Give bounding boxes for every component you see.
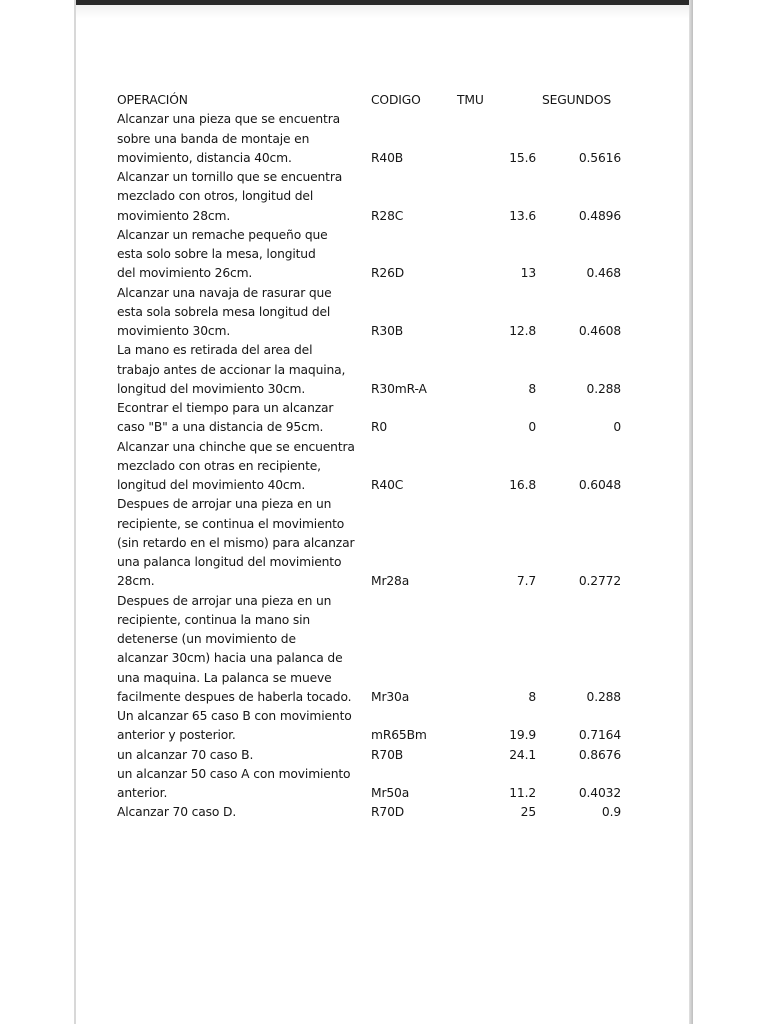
operation-code: R40B — [371, 150, 404, 165]
operation-code: R0 — [371, 420, 388, 435]
operation-line: movimiento 30cm. — [117, 324, 231, 338]
operation-line: Despues de arrojar una pieza en un — [117, 497, 332, 512]
header-tmu: TMU — [457, 93, 484, 107]
operation-line: trabajo antes de accionar la maquina, — [117, 362, 346, 377]
operation-line: mezclado con otros, longitud del — [117, 189, 314, 204]
operation-line: un alcanzar 70 caso B. — [117, 747, 254, 762]
tmu-value: 11.2 — [509, 786, 536, 800]
seconds-value: 0.468 — [586, 266, 621, 281]
table-row — [117, 438, 637, 496]
table-row — [117, 495, 637, 591]
header-code: CODIGO — [371, 93, 421, 107]
operation-code: R28C — [371, 208, 404, 223]
table-row — [117, 746, 637, 765]
seconds-value: 0.7164 — [578, 728, 621, 743]
operation-line: mezclado con otras en recipiente, — [117, 458, 321, 473]
seconds-value: 0.288 — [586, 689, 621, 704]
operation-line: Despues de arrojar una pieza en un — [117, 593, 332, 608]
table-row — [117, 341, 637, 399]
operation-line: esta sola sobrela mesa longitud del — [117, 304, 331, 319]
operation-description — [117, 284, 367, 342]
operation-line: La mano es retirada del area del — [117, 343, 313, 358]
table-row — [117, 168, 637, 226]
operation-line: anterior. — [117, 786, 168, 800]
operation-code: mR65Bm — [371, 728, 427, 743]
tmu-value: 15.6 — [509, 150, 536, 165]
table-row — [117, 110, 637, 168]
operation-code: R40C — [371, 478, 404, 492]
tmu-value: 0 — [528, 420, 536, 435]
seconds-value: 0.288 — [586, 381, 621, 396]
operation-line: Un alcanzar 65 caso B con movimiento — [117, 709, 352, 723]
tmu-value: 13 — [520, 266, 536, 281]
top-shadow — [75, 5, 693, 19]
operation-line: movimiento 28cm. — [117, 208, 231, 223]
operation-description — [117, 110, 367, 168]
operation-code: R70D — [371, 805, 405, 820]
table-header — [117, 91, 637, 110]
operation-line: una maquina. La palanca se mueve — [117, 670, 332, 685]
seconds-value: 0.6048 — [578, 478, 621, 492]
operation-line: Alcanzar un remache pequeño que — [117, 227, 328, 242]
seconds-value: 0 — [613, 420, 621, 435]
tmu-value: 13.6 — [509, 208, 536, 223]
operation-description — [117, 746, 367, 765]
seconds-value: 0.9 — [601, 805, 621, 820]
page-left-edge — [74, 0, 76, 1024]
operation-code: R26D — [371, 266, 405, 281]
operation-line: alcanzar 30cm) hacia una palanca de — [117, 651, 343, 666]
operation-code: R30mR-A — [371, 381, 427, 396]
operation-line: (sin retardo en el mismo) para alcanzar — [117, 535, 355, 550]
table-body — [117, 110, 637, 822]
operation-line: longitud del movimiento 30cm. — [117, 381, 306, 396]
header-seconds: SEGUNDOS — [542, 93, 612, 107]
operation-description — [117, 707, 367, 746]
operation-description — [117, 226, 367, 284]
table-row — [117, 707, 637, 746]
operation-description — [117, 495, 367, 591]
table-row — [117, 592, 637, 708]
tmu-value: 24.1 — [509, 747, 536, 762]
operation-line: Alcanzar una navaja de rasurar que — [117, 285, 332, 300]
operation-description — [117, 438, 367, 496]
operation-code: R30B — [371, 324, 404, 338]
operation-line: 28cm. — [117, 574, 155, 589]
tmu-value: 8 — [528, 381, 536, 396]
operation-line: esta solo sobre la mesa, longitud — [117, 247, 316, 261]
operation-description — [117, 592, 367, 708]
operation-description — [117, 803, 367, 822]
operation-line: movimiento, distancia 40cm. — [117, 150, 292, 165]
operation-line: recipiente, continua la mano sin — [117, 612, 311, 627]
seconds-value: 0.5616 — [578, 150, 621, 165]
operation-line: facilmente despues de haberla tocado. — [117, 689, 352, 704]
seconds-value: 0.4896 — [578, 208, 621, 223]
operation-line: una palanca longitud del movimiento — [117, 555, 342, 569]
operation-line: un alcanzar 50 caso A con movimiento — [117, 766, 351, 781]
seconds-value: 0.4032 — [578, 786, 621, 800]
operation-description — [117, 765, 367, 804]
operation-line: caso "B" a una distancia de 95cm. — [117, 420, 324, 435]
operation-line: detenerse (un movimiento de — [117, 632, 296, 646]
operation-code: R70B — [371, 747, 404, 762]
operation-line: del movimiento 26cm. — [117, 266, 253, 281]
operation-code: Mr28a — [371, 574, 410, 589]
operation-code: Mr50a — [371, 786, 410, 800]
tmu-value: 19.9 — [509, 728, 536, 743]
page-right-edge — [689, 0, 693, 1024]
table-row — [117, 284, 637, 342]
seconds-value: 0.4608 — [578, 324, 621, 338]
operation-description — [117, 168, 367, 226]
tmu-value: 12.8 — [509, 324, 536, 338]
operations-table — [117, 91, 637, 823]
table-row — [117, 226, 637, 284]
operation-line: Alcanzar 70 caso D. — [117, 805, 237, 820]
operation-code: Mr30a — [371, 689, 410, 704]
tmu-value: 25 — [520, 805, 536, 820]
tmu-value: 8 — [528, 689, 536, 704]
header-operation: OPERACIÓN — [117, 93, 188, 107]
operation-line: Alcanzar una pieza que se encuentra — [117, 112, 340, 127]
seconds-value: 0.2772 — [578, 574, 621, 589]
operation-description — [117, 399, 367, 438]
tmu-value: 16.8 — [509, 478, 536, 492]
operation-description — [117, 341, 367, 399]
operation-line: longitud del movimiento 40cm. — [117, 478, 306, 492]
operation-line: sobre una banda de montaje en — [117, 131, 310, 146]
operation-line: recipiente, se continua el movimiento — [117, 516, 345, 531]
table-row — [117, 399, 637, 438]
table-row — [117, 765, 637, 804]
operation-line: Alcanzar un tornillo que se encuentra — [117, 170, 343, 184]
operation-line: Alcanzar una chinche que se encuentra — [117, 439, 355, 454]
seconds-value: 0.8676 — [578, 747, 621, 762]
operation-line: anterior y posterior. — [117, 728, 236, 743]
tmu-value: 7.7 — [516, 574, 536, 589]
table-row — [117, 803, 637, 822]
operation-line: Econtrar el tiempo para un alcanzar — [117, 401, 334, 415]
